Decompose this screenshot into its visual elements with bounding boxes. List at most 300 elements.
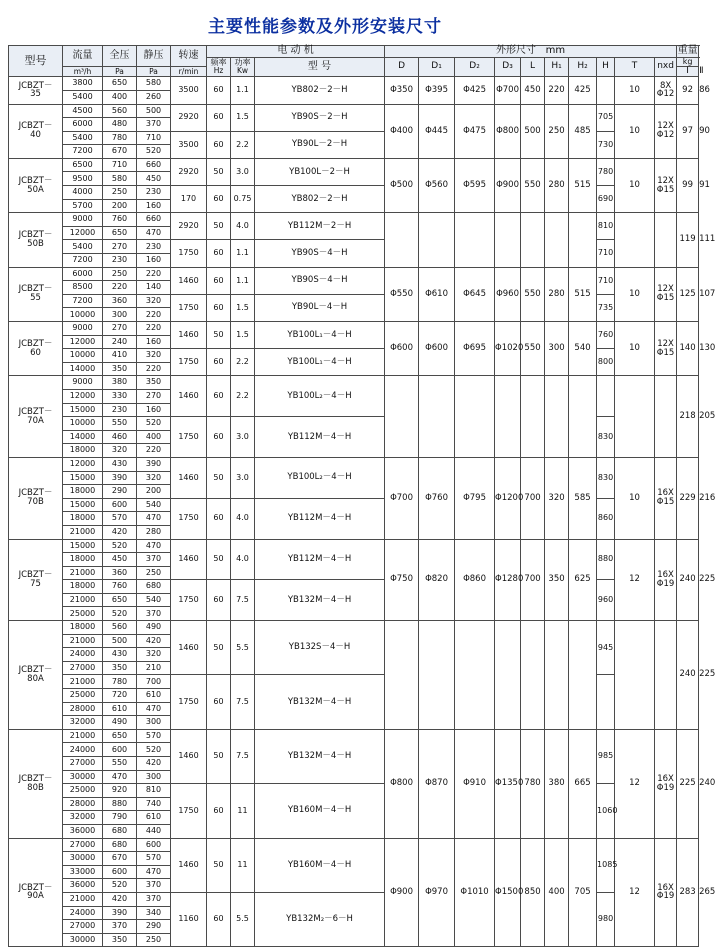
power-cell: 7.5: [231, 580, 255, 621]
total-pressure-cell: 390: [103, 471, 137, 485]
flow-cell: 30000: [63, 933, 103, 947]
dim-H2-cell: 515: [569, 267, 597, 321]
static-pressure-cell: 540: [137, 593, 171, 607]
static-pressure-cell: 160: [137, 254, 171, 268]
dim-nxd-cell: 12X Φ15: [655, 322, 677, 376]
power-cell: 1.5: [231, 104, 255, 131]
total-pressure-cell: 570: [103, 512, 137, 526]
weight-i-cell: 240: [677, 621, 699, 730]
total-pressure-cell: 290: [103, 485, 137, 499]
total-pressure-cell: 250: [103, 186, 137, 200]
dim-D3-cell: [495, 376, 521, 458]
dim-D3-cell: Φ1200: [495, 457, 521, 539]
freq-cell: 60: [207, 675, 231, 729]
static-pressure-cell: 210: [137, 661, 171, 675]
static-pressure-cell: 470: [137, 865, 171, 879]
speed-cell: 1750: [171, 417, 207, 458]
motor-model-cell: YB160M－4－H: [255, 838, 385, 892]
total-pressure-cell: 880: [103, 797, 137, 811]
header-flow: 流量: [63, 46, 103, 67]
dim-D1-cell: Φ870: [419, 729, 455, 838]
static-pressure-cell: 160: [137, 199, 171, 213]
total-pressure-cell: 790: [103, 811, 137, 825]
motor-model-cell: YB90L－4－H: [255, 294, 385, 321]
power-cell: 1.5: [231, 322, 255, 349]
flow-cell: 21000: [63, 525, 103, 539]
header-model: 型号: [9, 46, 63, 77]
total-pressure-cell: 350: [103, 661, 137, 675]
static-pressure-cell: 520: [137, 417, 171, 431]
static-pressure-cell: 660: [137, 213, 171, 227]
dim-D1-cell: Φ600: [419, 322, 455, 376]
flow-cell: 15000: [63, 539, 103, 553]
dim-D-cell: [385, 213, 419, 267]
freq-cell: 50: [207, 158, 231, 185]
total-pressure-cell: 430: [103, 648, 137, 662]
dim-nxd-cell: 12X Φ15: [655, 158, 677, 212]
total-pressure-cell: 270: [103, 240, 137, 254]
dim-D2-cell: Φ645: [455, 267, 495, 321]
dim-D1-cell: Φ395: [419, 77, 455, 104]
power-cell: 5.5: [231, 892, 255, 946]
model-cell: JCBZT－ 55: [9, 267, 63, 321]
dim-H1-cell: 320: [545, 457, 569, 539]
total-pressure-cell: 720: [103, 689, 137, 703]
dim-D3-cell: [495, 621, 521, 730]
motor-model-cell: YB100L－2－H: [255, 158, 385, 185]
flow-cell: 21000: [63, 593, 103, 607]
flow-cell: 4500: [63, 104, 103, 118]
static-pressure-cell: 600: [137, 838, 171, 852]
speed-cell: 1460: [171, 457, 207, 498]
model-cell: JCBZT－ 50A: [9, 158, 63, 212]
header-dim-D: D: [385, 57, 419, 77]
dim-D-cell: Φ550: [385, 267, 419, 321]
total-pressure-cell: 240: [103, 335, 137, 349]
dim-H-cell: 830: [597, 457, 615, 498]
dim-t-cell: [615, 376, 655, 458]
flow-cell: 25000: [63, 784, 103, 798]
flow-cell: 21000: [63, 892, 103, 906]
dim-L-cell: 700: [521, 539, 545, 621]
static-pressure-cell: 660: [137, 158, 171, 172]
dim-H1-cell: [545, 621, 569, 730]
header-dim-D2: D₂: [455, 57, 495, 77]
flow-cell: 12000: [63, 335, 103, 349]
dim-t-cell: 10: [615, 158, 655, 212]
flow-cell: 33000: [63, 865, 103, 879]
total-pressure-cell: 550: [103, 757, 137, 771]
header-dim-D3: D₃: [495, 57, 521, 77]
dim-t-cell: 12: [615, 539, 655, 621]
speed-cell: 1460: [171, 267, 207, 294]
speed-cell: 1750: [171, 675, 207, 729]
dim-D1-cell: [419, 213, 455, 267]
dim-H-cell: 730: [597, 131, 615, 158]
freq-cell: 60: [207, 417, 231, 458]
static-pressure-cell: 520: [137, 145, 171, 159]
static-pressure-cell: 540: [137, 498, 171, 512]
flow-cell: 14000: [63, 430, 103, 444]
total-pressure-cell: 230: [103, 403, 137, 417]
total-pressure-cell: 710: [103, 158, 137, 172]
freq-cell: 60: [207, 267, 231, 294]
specification-table: [8, 45, 715, 947]
motor-model-cell: YB90S－4－H: [255, 267, 385, 294]
dim-D1-cell: Φ560: [419, 158, 455, 212]
flow-cell: 18000: [63, 621, 103, 635]
flow-cell: 18000: [63, 485, 103, 499]
dim-nxd-cell: 12X Φ15: [655, 267, 677, 321]
dim-nxd-cell: [655, 213, 677, 267]
flow-cell: 9000: [63, 376, 103, 390]
table-row: JCBZT－ 70B 12000 430 390 1460 50 3.0 YB100L₂－4－H Φ700 Φ760 Φ795 Φ1200 700 320 585 830 10 16X Φ15 229 216: [9, 457, 699, 471]
header-dimensions-label: 外形尺寸: [496, 45, 537, 56]
flow-cell: 30000: [63, 770, 103, 784]
header-weight-I: Ⅰ: [677, 66, 699, 76]
freq-cell: 60: [207, 580, 231, 621]
total-pressure-cell: 520: [103, 607, 137, 621]
weight-i-cell: 99: [677, 158, 699, 212]
dim-D1-cell: [419, 376, 455, 458]
dim-D2-cell: [455, 376, 495, 458]
total-pressure-cell: 680: [103, 838, 137, 852]
total-pressure-cell: 550: [103, 417, 137, 431]
dim-D2-cell: Φ695: [455, 322, 495, 376]
weight-i-cell: 229: [677, 457, 699, 539]
dim-H-cell: 960: [597, 580, 615, 621]
static-pressure-cell: 470: [137, 226, 171, 240]
dim-L-cell: 780: [521, 729, 545, 838]
static-pressure-cell: 160: [137, 335, 171, 349]
dim-D-cell: Φ400: [385, 104, 419, 158]
static-pressure-cell: 610: [137, 689, 171, 703]
dim-D3-cell: Φ1020: [495, 322, 521, 376]
weight-i-cell: 119: [677, 213, 699, 267]
total-pressure-cell: 230: [103, 254, 137, 268]
static-pressure-cell: 420: [137, 634, 171, 648]
power-cell: 5.5: [231, 621, 255, 675]
header-total-pressure: 全压: [103, 46, 137, 67]
weight-i-cell: 218: [677, 376, 699, 458]
dim-nxd-cell: 16X Φ19: [655, 729, 677, 838]
header-motor-model: 型 号: [255, 57, 385, 77]
static-pressure-cell: 470: [137, 512, 171, 526]
dim-D2-cell: Φ1010: [455, 838, 495, 947]
power-cell: 3.0: [231, 457, 255, 498]
dim-D1-cell: Φ820: [419, 539, 455, 621]
flow-cell: 10000: [63, 308, 103, 322]
total-pressure-cell: 420: [103, 892, 137, 906]
dim-H-cell: 1085: [597, 838, 615, 892]
flow-cell: 6000: [63, 118, 103, 132]
dim-H2-cell: 425: [569, 77, 597, 104]
flow-cell: 5700: [63, 199, 103, 213]
speed-cell: 3500: [171, 77, 207, 104]
static-pressure-cell: 320: [137, 294, 171, 308]
static-pressure-cell: 610: [137, 811, 171, 825]
motor-model-cell: YB132M₂－6－H: [255, 892, 385, 946]
motor-model-cell: YB90S－4－H: [255, 240, 385, 267]
power-cell: 1.1: [231, 77, 255, 104]
model-cell: JCBZT－ 40: [9, 104, 63, 158]
dim-D-cell: Φ900: [385, 838, 419, 947]
static-pressure-cell: 220: [137, 362, 171, 376]
dim-D-cell: [385, 621, 419, 730]
total-pressure-cell: 360: [103, 294, 137, 308]
header-total-pressure-unit: Pa: [103, 66, 137, 76]
freq-cell: 60: [207, 186, 231, 213]
power-cell: 11: [231, 784, 255, 838]
power-cell: 4.0: [231, 498, 255, 539]
header-motor: 电 动 机: [207, 46, 385, 58]
flow-cell: 15000: [63, 471, 103, 485]
dim-H-cell: 710: [597, 267, 615, 294]
static-pressure-cell: 740: [137, 797, 171, 811]
dim-H1-cell: 400: [545, 838, 569, 947]
static-pressure-cell: 260: [137, 90, 171, 104]
header-freq: 频率 Hz: [207, 57, 231, 77]
table-row: JCBZT－ 55 6000 250 220 1460 60 1.1 YB90S－4－H Φ550 Φ610 Φ645 Φ960 550 280 515 710 10 12X Φ15 125 107: [9, 267, 699, 281]
flow-cell: 14000: [63, 362, 103, 376]
dim-D3-cell: Φ1500: [495, 838, 521, 947]
total-pressure-cell: 670: [103, 852, 137, 866]
dim-D1-cell: Φ970: [419, 838, 455, 947]
total-pressure-cell: 300: [103, 308, 137, 322]
dim-D1-cell: Φ610: [419, 267, 455, 321]
total-pressure-cell: 420: [103, 525, 137, 539]
flow-cell: 6500: [63, 158, 103, 172]
dim-H1-cell: 250: [545, 104, 569, 158]
speed-cell: 1460: [171, 729, 207, 783]
freq-cell: 60: [207, 892, 231, 946]
static-pressure-cell: 320: [137, 349, 171, 363]
total-pressure-cell: 450: [103, 553, 137, 567]
power-cell: 7.5: [231, 729, 255, 783]
total-pressure-cell: 650: [103, 77, 137, 91]
static-pressure-cell: 250: [137, 933, 171, 947]
freq-cell: 50: [207, 322, 231, 349]
power-cell: 3.0: [231, 158, 255, 185]
total-pressure-cell: 400: [103, 90, 137, 104]
power-cell: 2.2: [231, 376, 255, 417]
dim-H2-cell: [569, 213, 597, 267]
flow-cell: 25000: [63, 689, 103, 703]
dim-D2-cell: Φ475: [455, 104, 495, 158]
dim-H-cell: [597, 675, 615, 729]
total-pressure-cell: 430: [103, 457, 137, 471]
flow-cell: 25000: [63, 607, 103, 621]
total-pressure-cell: 670: [103, 145, 137, 159]
total-pressure-cell: 520: [103, 879, 137, 893]
speed-cell: 2920: [171, 158, 207, 185]
header-dim-D1: D₁: [419, 57, 455, 77]
speed-cell: 1460: [171, 539, 207, 580]
power-cell: 1.1: [231, 267, 255, 294]
total-pressure-cell: 330: [103, 389, 137, 403]
header-dim-L: L: [521, 57, 545, 77]
dim-t-cell: 12: [615, 729, 655, 838]
dim-H-cell: 880: [597, 539, 615, 580]
header-static-pressure: 静压: [137, 46, 171, 67]
freq-cell: 60: [207, 77, 231, 104]
header-power: 功率 Kw: [231, 57, 255, 77]
table-row: JCBZT－ 50A 6500 710 660 2920 50 3.0 YB100L－2－H Φ500 Φ560 Φ595 Φ900 550 280 515 780 10 12X Φ15 99 91: [9, 158, 699, 172]
dim-t-cell: [615, 213, 655, 267]
dim-L-cell: 550: [521, 322, 545, 376]
dim-D-cell: Φ700: [385, 457, 419, 539]
motor-model-cell: YB132M－4－H: [255, 729, 385, 783]
total-pressure-cell: 780: [103, 675, 137, 689]
total-pressure-cell: 200: [103, 199, 137, 213]
dim-D3-cell: [495, 213, 521, 267]
dim-L-cell: 700: [521, 457, 545, 539]
freq-cell: 50: [207, 539, 231, 580]
speed-cell: 3500: [171, 131, 207, 158]
speed-cell: 170: [171, 186, 207, 213]
header-dim-T: T: [615, 57, 655, 77]
dim-nxd-cell: 12X Φ12: [655, 104, 677, 158]
dim-H-cell: 810: [597, 213, 615, 240]
flow-cell: 3800: [63, 77, 103, 91]
flow-cell: 30000: [63, 852, 103, 866]
flow-cell: 12000: [63, 226, 103, 240]
power-cell: 4.0: [231, 213, 255, 240]
power-cell: 2.2: [231, 131, 255, 158]
header-dim-nxd: nxd: [655, 57, 677, 77]
dim-D2-cell: Φ860: [455, 539, 495, 621]
dim-H-cell: 780: [597, 158, 615, 185]
dim-D-cell: Φ350: [385, 77, 419, 104]
power-cell: 3.0: [231, 417, 255, 458]
dim-L-cell: [521, 621, 545, 730]
static-pressure-cell: 370: [137, 879, 171, 893]
flow-cell: 36000: [63, 824, 103, 838]
total-pressure-cell: 600: [103, 743, 137, 757]
speed-cell: 1750: [171, 294, 207, 321]
dim-D3-cell: Φ900: [495, 158, 521, 212]
dim-D2-cell: [455, 621, 495, 730]
static-pressure-cell: 710: [137, 131, 171, 145]
total-pressure-cell: 490: [103, 716, 137, 730]
flow-cell: 8500: [63, 281, 103, 295]
dim-L-cell: 850: [521, 838, 545, 947]
dim-H2-cell: 705: [569, 838, 597, 947]
motor-model-cell: YB90S－2－H: [255, 104, 385, 131]
freq-cell: 60: [207, 294, 231, 321]
total-pressure-cell: 380: [103, 376, 137, 390]
motor-model-cell: YB100L₂－4－H: [255, 457, 385, 498]
total-pressure-cell: 600: [103, 865, 137, 879]
flow-cell: 28000: [63, 797, 103, 811]
power-cell: 0.75: [231, 186, 255, 213]
static-pressure-cell: 440: [137, 824, 171, 838]
dim-D3-cell: Φ700: [495, 77, 521, 104]
static-pressure-cell: 300: [137, 770, 171, 784]
table-row: JCBZT－ 40 4500 560 500 2920 60 1.5 YB90S－2－H Φ400 Φ445 Φ475 Φ800 500 250 485 705 10 12X Φ12 97 90: [9, 104, 699, 118]
table-row: JCBZT－ 80B 21000 650 570 1460 50 7.5 YB132M－4－H Φ800 Φ870 Φ910 Φ1350 780 380 665 985 12 16X Φ19 225 240: [9, 729, 699, 743]
flow-cell: 24000: [63, 743, 103, 757]
dim-D3-cell: Φ960: [495, 267, 521, 321]
total-pressure-cell: 350: [103, 362, 137, 376]
motor-model-cell: YB112M－4－H: [255, 417, 385, 458]
static-pressure-cell: 520: [137, 743, 171, 757]
flow-cell: 15000: [63, 498, 103, 512]
flow-cell: 9500: [63, 172, 103, 186]
header-speed: 转速: [171, 46, 207, 67]
flow-cell: 27000: [63, 920, 103, 934]
dim-D3-cell: Φ1350: [495, 729, 521, 838]
static-pressure-cell: 370: [137, 892, 171, 906]
dim-D1-cell: Φ445: [419, 104, 455, 158]
dim-H1-cell: 280: [545, 158, 569, 212]
flow-cell: 21000: [63, 675, 103, 689]
dim-D1-cell: [419, 621, 455, 730]
speed-cell: 1160: [171, 892, 207, 946]
header-dim-H1: H₁: [545, 57, 569, 77]
model-cell: JCBZT－ 50B: [9, 213, 63, 267]
static-pressure-cell: 280: [137, 525, 171, 539]
header-static-pressure-unit: Pa: [137, 66, 171, 76]
dim-t-cell: 10: [615, 104, 655, 158]
speed-cell: 2920: [171, 104, 207, 131]
dim-H-cell: 690: [597, 186, 615, 213]
static-pressure-cell: 320: [137, 471, 171, 485]
flow-cell: 32000: [63, 716, 103, 730]
weight-i-cell: 92: [677, 77, 699, 104]
static-pressure-cell: 220: [137, 444, 171, 458]
dim-D2-cell: Φ595: [455, 158, 495, 212]
flow-cell: 21000: [63, 634, 103, 648]
total-pressure-cell: 650: [103, 226, 137, 240]
total-pressure-cell: 650: [103, 729, 137, 743]
static-pressure-cell: 470: [137, 539, 171, 553]
motor-model-cell: YB90L－2－H: [255, 131, 385, 158]
speed-cell: 1460: [171, 838, 207, 892]
model-cell: JCBZT－ 75: [9, 539, 63, 621]
dim-H-cell: 980: [597, 892, 615, 946]
motor-model-cell: YB112M－4－H: [255, 498, 385, 539]
dim-D2-cell: Φ795: [455, 457, 495, 539]
dim-t-cell: [615, 621, 655, 730]
motor-model-cell: YB112M－2－H: [255, 213, 385, 240]
power-cell: 4.0: [231, 539, 255, 580]
dim-t-cell: 10: [615, 77, 655, 104]
flow-cell: 21000: [63, 729, 103, 743]
speed-cell: 1460: [171, 322, 207, 349]
model-cell: JCBZT－ 80A: [9, 621, 63, 730]
dim-H1-cell: 220: [545, 77, 569, 104]
power-cell: 11: [231, 838, 255, 892]
static-pressure-cell: 570: [137, 852, 171, 866]
dim-nxd-cell: [655, 376, 677, 458]
dim-H1-cell: 300: [545, 322, 569, 376]
static-pressure-cell: 390: [137, 457, 171, 471]
static-pressure-cell: 230: [137, 240, 171, 254]
static-pressure-cell: 320: [137, 648, 171, 662]
table-row: JCBZT－ 50B 9000 760 660 2920 50 4.0 YB112M－2－H 810 119 111: [9, 213, 699, 227]
dim-nxd-cell: 8X Φ12: [655, 77, 677, 104]
model-cell: JCBZT－ 60: [9, 322, 63, 376]
total-pressure-cell: 650: [103, 593, 137, 607]
dim-H2-cell: 485: [569, 104, 597, 158]
speed-cell: 2920: [171, 213, 207, 240]
flow-cell: 7200: [63, 294, 103, 308]
freq-cell: 60: [207, 498, 231, 539]
header-dimensions-unit: mm: [545, 45, 566, 56]
total-pressure-cell: 580: [103, 172, 137, 186]
dim-L-cell: [521, 376, 545, 458]
